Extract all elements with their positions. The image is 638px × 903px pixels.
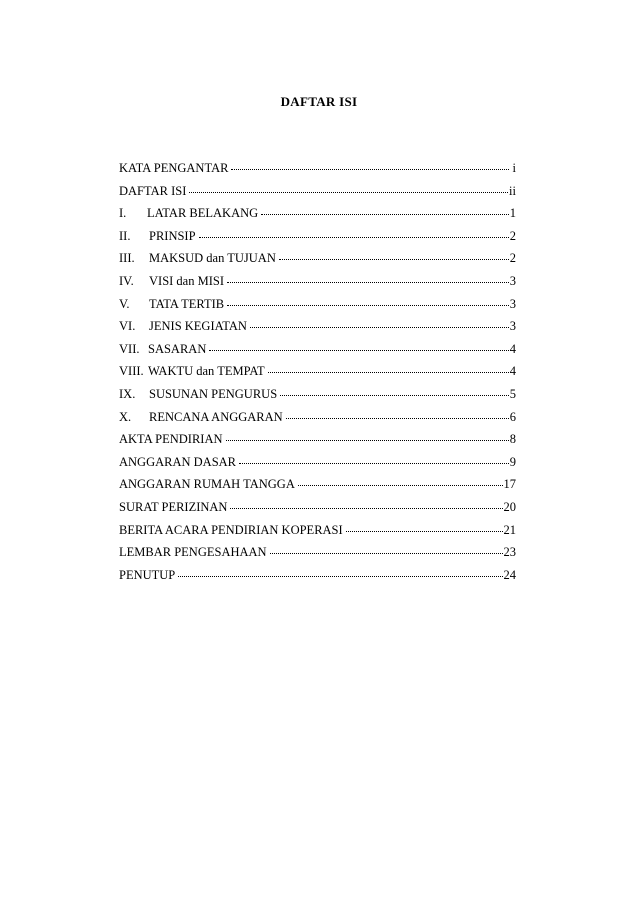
toc-entry-jenis-kegiatan <box>119 319 516 342</box>
toc-entry-label: PRINSIP <box>149 228 196 243</box>
dot-leader <box>346 530 503 532</box>
toc-entry-maksud-dan-tujuan <box>119 251 516 274</box>
dot-leader <box>239 462 509 464</box>
toc-entry-sasaran <box>119 342 516 365</box>
page-title: DAFTAR ISI <box>280 94 358 109</box>
dot-leader <box>199 236 509 238</box>
toc-entry-berita-acara-pendirian-koperasi <box>119 523 516 546</box>
toc-entry-label: MAKSUD dan TUJUAN <box>149 251 276 266</box>
toc-entry-page: 21 <box>503 522 516 537</box>
dot-leader <box>227 281 509 283</box>
toc-entry-page: 17 <box>503 477 516 492</box>
toc-entry-label: VISI dan MISI <box>149 273 224 288</box>
toc-entry-label: BERITA ACARA PENDIRIAN KOPERASI <box>119 522 343 537</box>
dot-leader <box>231 168 509 170</box>
toc-entry-label: KATA PENGANTAR <box>119 161 229 175</box>
dot-leader <box>268 371 509 373</box>
dot-leader <box>250 326 509 328</box>
table-of-contents <box>119 161 516 590</box>
toc-entry-page: 8 <box>509 432 516 447</box>
dot-leader <box>279 258 509 260</box>
dot-leader <box>298 484 503 486</box>
toc-entry-waktu-dan-tempat <box>119 364 516 387</box>
toc-entry-label: LEMBAR PENGESAHAAN <box>119 545 267 560</box>
toc-entry-page: 2 <box>509 251 516 266</box>
toc-entry-label: AKTA PENDIRIAN <box>119 432 223 447</box>
toc-entry-number: I. <box>119 206 127 221</box>
toc-entry-page: 9 <box>509 454 516 469</box>
toc-entry-visi-dan-misi <box>119 274 516 297</box>
toc-entry-label: DAFTAR ISI <box>119 183 187 198</box>
dot-leader <box>230 507 502 509</box>
toc-entry-label: ANGGARAN RUMAH TANGGA <box>119 477 295 492</box>
toc-entry-susunan-pengurus <box>119 387 516 410</box>
toc-entry-number: IX. <box>119 386 136 401</box>
toc-entry-page: 6 <box>509 409 516 424</box>
toc-entry-number: III. <box>119 251 135 266</box>
toc-entry-number: X. <box>119 409 132 424</box>
dot-leader <box>227 304 509 306</box>
toc-entry-number: VIII. <box>119 364 144 379</box>
toc-entry-page: 23 <box>503 545 516 560</box>
toc-entry-label: SUSUNAN PENGURUS <box>149 386 278 401</box>
toc-entry-page: 2 <box>509 228 516 243</box>
dot-leader <box>226 439 509 441</box>
toc-entry-tata-tertib <box>119 297 516 320</box>
dot-leader <box>178 575 502 577</box>
toc-entry-anggaran-dasar <box>119 455 516 478</box>
toc-entry-rencana-anggaran <box>119 410 516 433</box>
dot-leader <box>261 213 509 215</box>
toc-entry-page: 5 <box>509 386 516 401</box>
dot-leader <box>189 191 508 193</box>
dot-leader <box>209 349 508 351</box>
dot-leader <box>280 394 509 396</box>
toc-entry-akta-pendirian <box>119 432 516 455</box>
toc-entry-penutup <box>119 568 516 591</box>
toc-entry-label: SASARAN <box>148 341 207 356</box>
toc-entry-page: ii <box>509 183 516 198</box>
toc-entry-page: 4 <box>509 341 516 356</box>
toc-entry-label: JENIS KEGIATAN <box>149 319 247 334</box>
toc-entry-lembar-pengesahaan <box>119 545 516 568</box>
toc-entry-number: VI. <box>119 319 136 334</box>
dot-leader <box>286 417 509 419</box>
toc-entry-label: WAKTU dan TEMPAT <box>148 364 265 379</box>
toc-entry-prinsip <box>119 229 516 252</box>
toc-entry-label: ANGGARAN DASAR <box>119 454 237 469</box>
toc-entry-page: 4 <box>509 364 516 379</box>
toc-entry-kata-pengantar <box>119 161 516 184</box>
toc-entry-label: SURAT PERIZINAN <box>119 499 228 514</box>
toc-entry-page: 3 <box>509 273 516 288</box>
toc-entry-number: IV. <box>119 273 134 288</box>
toc-entry-page: 20 <box>503 499 516 514</box>
toc-entry-latar-belakang <box>119 206 516 229</box>
toc-entry-label: RENCANA ANGGARAN <box>149 409 283 424</box>
toc-entry-anggaran-rumah-tangga <box>119 477 516 500</box>
toc-entry-page: 24 <box>503 567 516 582</box>
toc-entry-label: PENUTUP <box>119 567 176 582</box>
toc-entry-surat-perizinan <box>119 500 516 523</box>
toc-entry-number: II. <box>119 228 131 243</box>
toc-entry-daftar-isi <box>119 184 516 207</box>
toc-entry-label: LATAR BELAKANG <box>147 206 259 221</box>
toc-entry-page: 1 <box>509 206 516 221</box>
dot-leader <box>270 552 503 554</box>
toc-entry-page: 3 <box>509 319 516 334</box>
toc-entry-number: V. <box>119 296 130 311</box>
toc-entry-number: VII. <box>119 341 140 356</box>
toc-entry-page: 3 <box>509 296 516 311</box>
toc-entry-label: TATA TERTIB <box>149 296 225 311</box>
toc-entry-page: i <box>512 161 516 175</box>
